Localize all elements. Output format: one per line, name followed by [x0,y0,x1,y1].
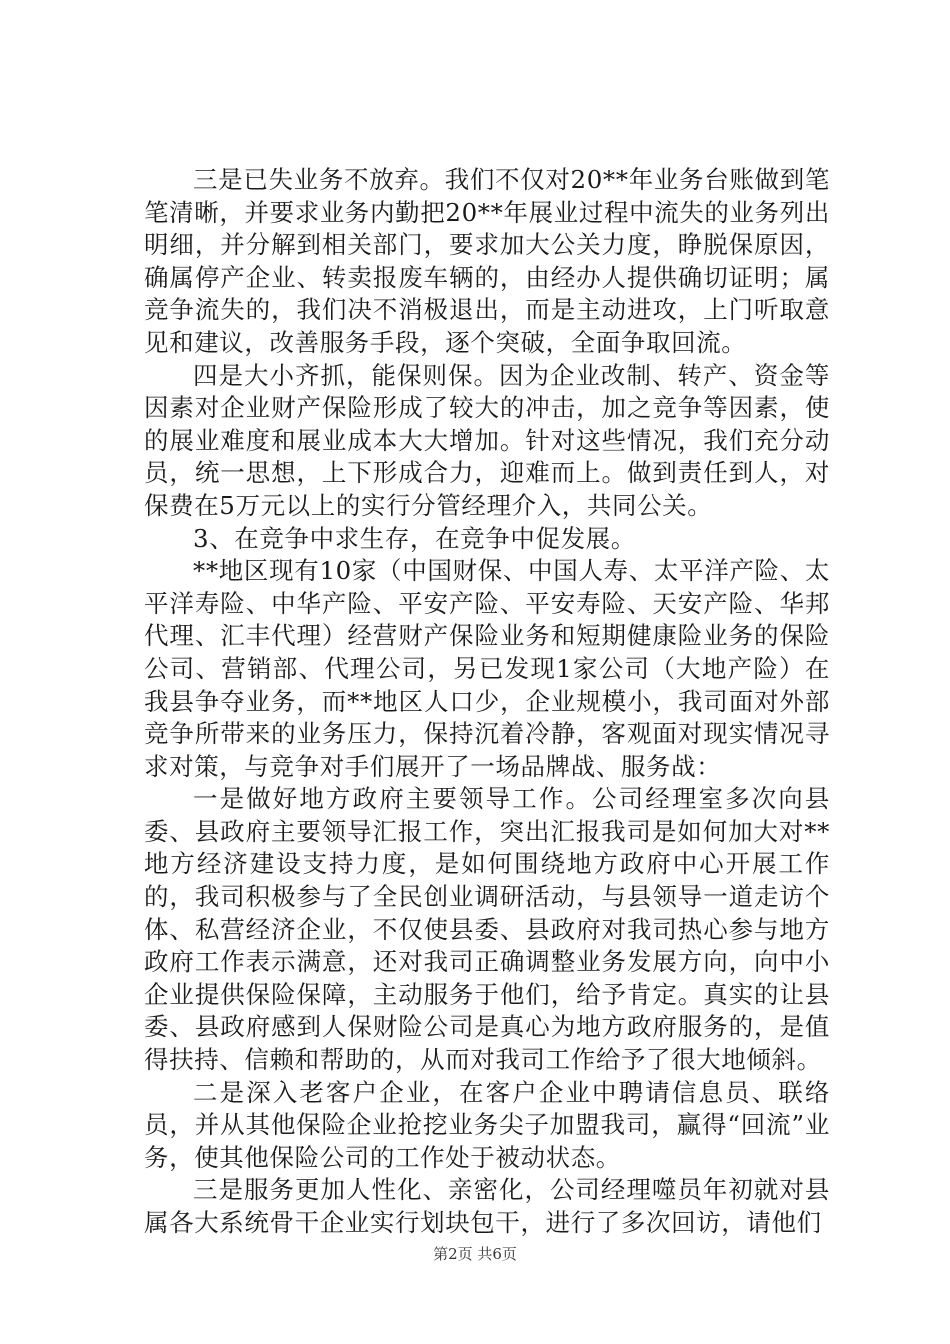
paragraph-old-clients: 二是深入老客户企业，在客户企业中聘请信息员、联络员，并从其他保险企业抢挖业务尖子加盟我司，赢得“回流”业务，使其他保险公司的工作处于被动状态。 [144,1077,830,1172]
paragraph-big-and-small: 四是大小齐抓，能保则保。因为企业改制、转产、资金等因素对企业财产保险形成了较大的冲击，加之竞争等因素，使的展业难度和展业成本大大增加。针对这些情况，我们充分动员，统一思想，上下形成合力，迎难而上。做到责任到人，对保费在5万元以上的实行分管经理介入，共同公关。 [144,360,830,520]
paragraph-humanized-service: 三是服务更加人性化、亲密化，公司经理噬员年初就对县属各大系统骨干企业实行划块包干，进行了多次回访，请他们 [144,1175,830,1237]
document-body [144,164,830,1240]
page-number-footer: 第2页 共6页 [433,1245,517,1263]
paragraph-lost-business: 三是已失业务不放弃。我们不仅对20**年业务台账做到笔笔清晰，并要求业务内勤把20**年展业过程中流失的业务列出明细，并分解到相关部门，要求加大公关力度，睁脱保原因，确属停产企业、转卖报废车辆的，由经办人提供确切证明；属竞争流失的，我们决不消极退出，而是主动进攻，上门听取意见和建议，改善服务手段，逐个突破，全面争取回流。 [144,165,830,357]
section-heading-competition: 3、在竞争中求生存，在竞争中促发展。 [193,523,636,553]
paragraph-regional-competitors: **地区现有10家（中国财保、中国人寿、太平洋产险、太平洋寿险、中华产险、平安产险、平安寿险、天安产险、华邦代理、汇丰代理）经营财产保险业务和短期健康险业务的保险公司、营销部、代理公司，另已发现1家公司（大地产险）在我县争夺业务，而**地区人口少，企业规模小，我司面对外部竞争所带来的业务压力，保持沉着冷静，客观面对现实情况寻求对策，与竞争对手们展开了一场品牌战、服务战： [144,556,830,781]
paragraph-local-government: 一是做好地方政府主要领导工作。公司经理室多次向县委、县政府主要领导汇报工作，突出汇报我司是如何加大对**地方经济建设支持力度，是如何围绕地方政府中心开展工作的，我司积极参与了全民创业调研活动，与县领导一道走访个体、私营经济企业，不仅使县委、县政府对我司热心参与地方政府工作表示满意，还对我司正确调整业务发展方向，向中小企业提供保险保障，主动服务于他们，给予肯定。真实的让县委、县政府感到人保财险公司是真心为地方政府服务的，是值得扶持、信赖和帮助的，从而对我司工作给予了很大地倾斜。 [144,784,830,1075]
